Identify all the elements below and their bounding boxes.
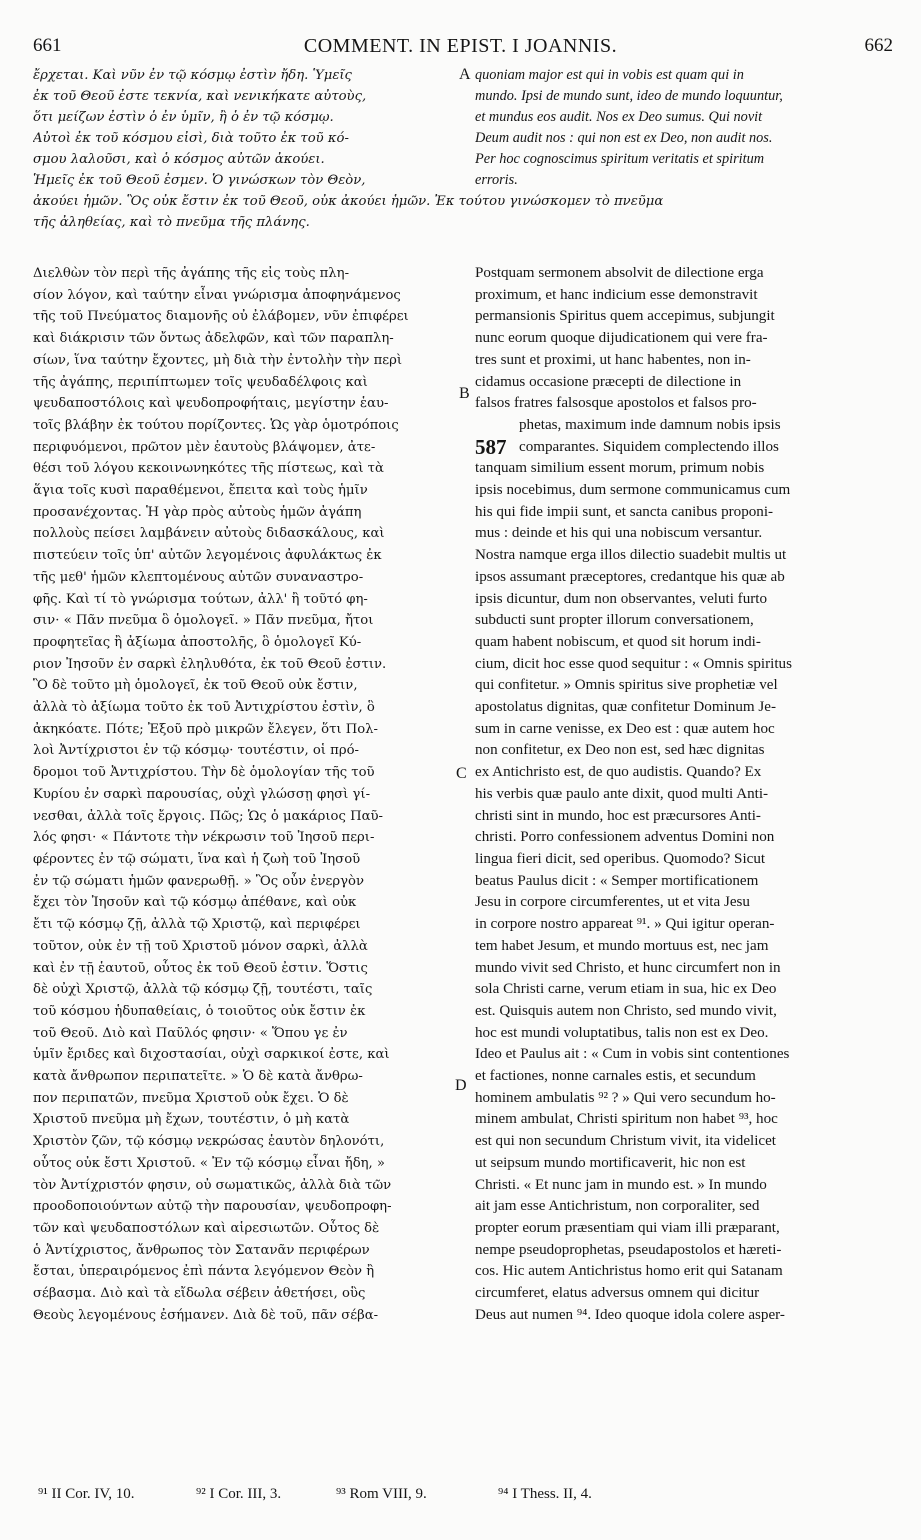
latin-line: Jesu in corpore circumferentes, ut et vita Jesu — [475, 894, 750, 911]
greek-line: φῆς. Καὶ τί τὸ γνώρισμα τούτων, ἀλλ' ἢ τοῦτό φη- — [33, 591, 368, 607]
greek-line: λοὶ Ἀντίχριστοι ἐν τῷ κόσμῳ· τουτέστιν, οἱ πρό- — [33, 743, 359, 759]
greek-line: πον περιπατῶν, πνεῦμα Χριστοῦ οὐκ ἔχει. Ὁ δὲ — [33, 1090, 349, 1106]
latin-line: cium, dicit hoc esse quod sequitur : « Omnis spiritus — [475, 655, 792, 672]
latin-line: sum in carne venisse, ex Deo est : quæ autem hoc — [475, 720, 775, 737]
latin-line: christi sint in mundo, hoc est præcursores Anti- — [475, 807, 761, 824]
greek-line: νεσθαι, ἀλλὰ τοῖς ἔργοις. Πῶς; Ὡς ὁ μακάριος Παῦ- — [33, 808, 383, 824]
latin-line: phetas, maximum inde damnum nobis ipsis — [519, 416, 781, 433]
margin-letter-c: C — [456, 765, 467, 782]
footnote: ⁹⁴ I Thess. II, 4. — [498, 1486, 592, 1502]
greek-line: περιφυόμενοι, πρῶτον μὲν ἑαυτοὺς βλάψομεν, ἀτε- — [33, 439, 376, 455]
footnote: ⁹² I Cor. III, 3. — [196, 1486, 282, 1502]
running-title: COMMENT. IN EPIST. I JOANNIS. — [303, 35, 618, 57]
latin-line: Deus aut numen ⁹⁴. Ideo quoque idola colere asper- — [475, 1306, 785, 1323]
latin-line: cidamus occasione præcepti de dilectione in — [475, 373, 742, 390]
greek-line: Χριστοῦ πνεῦμα μὴ ἔχων, τουτέστιν, ὁ μὴ κατὰ — [33, 1112, 350, 1128]
greek-line: τῆς μεθ' ἡμῶν κλεπτομένους αὐτῶν συναναστρο- — [33, 569, 364, 585]
latin-scripture-line: Per hoc cognoscimus spiritum veritatis et spiritum — [475, 151, 765, 167]
latin-line: circumferet, elatus adversus omnem qui dicitur — [475, 1285, 760, 1302]
latin-line: ipsos assumant præceptores, credantque his quæ ab — [475, 568, 785, 585]
greek-line: οὗτος οὐκ ἔστι Χριστοῦ. « Ἐν τῷ κόσμῳ εἶναι ἤδη, » — [33, 1155, 385, 1171]
greek-scripture-line: ἐκ τοῦ Θεοῦ ἐστε τεκνία, καὶ νενικήκατε αὐτοὺς, — [33, 89, 367, 104]
greek-line: προφητεῖας ἢ ἀξίωμα ἀποστολῆς, ὃ ὁμολογεῖ Κύ- — [33, 634, 362, 650]
footnote: ⁹³ Rom VIII, 9. — [336, 1486, 427, 1502]
latin-line: beatus Paulus dicit : « Semper mortificationem — [475, 872, 759, 889]
greek-scripture-line: ὅτι μείζων ἐστὶν ὁ ἐν ὑμῖν, ἢ ὁ ἐν τῷ κόσμῳ. — [33, 110, 334, 125]
greek-scripture-line: Αὐτοὶ ἐκ τοῦ κόσμου εἰσὶ, διὰ τοῦτο ἐκ τοῦ κό- — [33, 131, 349, 146]
latin-scripture-line: erroris. — [475, 172, 518, 188]
latin-line: Nostra namque erga illos dilectio suadebit multis ut — [475, 547, 787, 564]
greek-line: Κυρίου ἐν σαρκὶ παρουσίας, οὐχὶ γλώσσῃ φησὶ γί- — [33, 786, 371, 802]
margin-letter-a: A — [459, 66, 471, 83]
latin-scripture-line: mundo. Ipsi de mundo sunt, ideo de mundo loquuntur, — [475, 88, 783, 104]
greek-line: καὶ ἐν τῇ ἑαυτοῦ, οὗτος ἐκ τοῦ Θεοῦ ἐστιν. Ὅστις — [33, 960, 368, 976]
latin-scripture-line: Deum audit nos : qui non est ex Deo, non audit nos. — [475, 130, 773, 146]
latin-line: Christi. « Et nunc jam in mundo est. » In mundo — [475, 1176, 767, 1193]
greek-line: Θεοὺς λεγομένους ἐσήμανεν. Διὰ δὲ τοῦ, πᾶν σέβα- — [33, 1307, 379, 1323]
greek-line: κατὰ ἄνθρωπον περιπατεῖτε. » Ὁ δὲ κατὰ ἄνθρω- — [33, 1069, 363, 1085]
greek-line: ἀκηκόατε. Πότε; Ἐξοῦ πρὸ μικρῶν ἔλεγεν, ὅτι Πολ- — [33, 721, 378, 737]
latin-line: tanquam similium essent morum, primum nobis — [475, 460, 765, 477]
greek-line: Ὃ δὲ τοῦτο μὴ ὁμολογεῖ, ἐκ τοῦ Θεοῦ οὐκ ἔστιν, — [33, 678, 358, 694]
greek-scripture-line: Ἡμεῖς ἐκ τοῦ Θεοῦ ἐσμεν. Ὁ γινώσκων τὸν Θεὸν, — [33, 173, 366, 188]
latin-line: permansionis Spiritus quem accepimus, subjungit — [475, 308, 775, 325]
latin-line: falsos fratres falsosque apostolos et falsos pro- — [475, 395, 757, 412]
greek-line: λός φησι· « Πάντοτε τὴν νέκρωσιν τοῦ Ἰησοῦ περι- — [33, 830, 375, 846]
greek-line: Διελθὼν τὸν περὶ τῆς ἀγάπης τῆς εἰς τοὺς πλη- — [33, 266, 350, 281]
latin-line: ut seipsum mundo mortificaverit, hic non est — [475, 1154, 746, 1171]
latin-line: his qui fide impii sunt, et sancta canibus proponi- — [475, 503, 774, 520]
greek-line: ὁ Ἀντίχριστος, ἄνθρωπος τὸν Σατανᾶν περιφέρων — [33, 1242, 370, 1258]
page-number-right: 662 — [864, 35, 893, 56]
latin-line: mundo vivit sed Christo, et hunc circumfert non in — [475, 959, 781, 976]
latin-line: lingua fieri dicit, sed operibus. Quomodo? Sicut — [475, 850, 766, 867]
latin-line: comparantes. Siquidem complectendo illos — [519, 438, 779, 455]
greek-line: τῆς ἀγάπης, περιπίπτωμεν τοῖς ψευδαδέλφοις καὶ — [33, 374, 368, 390]
greek-line: Χριστὸν ζῶν, τῷ κόσμῳ νεκρώσας ἑαυτὸν δηλονότι, — [33, 1134, 385, 1150]
latin-line: hoc est mundi voluptatibus, talis non est ex Deo. — [475, 1024, 769, 1041]
latin-line: non confitetur, ex Deo non est, sed hæc dignitas — [475, 742, 765, 759]
latin-line: tem habet Jesum, et mundo mortuus est, nec jam — [475, 937, 769, 954]
latin-line: sola Christi carne, verum etiam in sua, hic ex Deo — [475, 981, 777, 998]
greek-line: ἔσται, ὑπεραιρόμενος ἐπὶ πάντα λεγόμενον Θεὸν ἢ — [33, 1264, 375, 1280]
greek-line: πιστεύειν τοῖς ὑπ' αὐτῶν λεγομένοις ἀφυλάκτως ἐκ — [33, 548, 382, 564]
greek-line: σίων, ἵνα ταύτην ἔχοντες, μὴ διὰ τὴν ἐντολὴν τὴν περὶ — [33, 352, 403, 368]
latin-line: ait jam esse Antichristum, non corporaliter, sed — [475, 1198, 760, 1215]
greek-line: καὶ διάκρισιν τῶν ὄντως ἀδελφῶν, καὶ τῶν παραπλη- — [33, 331, 394, 347]
greek-scripture-line: τῆς ἀληθείας, καὶ τὸ πνεῦμα τῆς πλάνης. — [33, 215, 310, 230]
latin-line: ipsis nocebimus, dum sermone communicamus cum — [475, 482, 791, 499]
latin-line: proximum, et hanc indicium esse demonstravit — [475, 286, 758, 303]
inline-page-number: 587 — [475, 435, 507, 459]
latin-line: apostolatus dignitas, quæ confitetur Dominum Je- — [475, 699, 776, 716]
greek-line: φέροντες ἐν τῷ σώματι, ἵνα καὶ ἡ ζωὴ τοῦ Ἰησοῦ — [33, 851, 361, 867]
footnotes — [0, 1486, 921, 1508]
latin-line: in corpore nostro appareat ⁹¹. » Qui igitur operan- — [475, 916, 775, 933]
greek-scripture-line: ἔρχεται. Καὶ νῦν ἐν τῷ κόσμῳ ἐστὶν ἤδη. Ὑμεῖς — [33, 68, 352, 83]
latin-line: propter eorum præsentiam qui viam illi præparant, — [475, 1219, 780, 1236]
greek-scripture-line: σμου λαλοῦσι, καὶ ὁ κόσμος αὐτῶν ἀκούει. — [33, 152, 325, 167]
latin-scripture-line: et mundus eos audit. Nos ex Deo sumus. Qui novit — [475, 109, 763, 125]
latin-line: Postquam sermonem absolvit de dilectione erga — [475, 265, 764, 281]
latin-line: est. Quisquis autem non Christo, sed mundo vivit, — [475, 1002, 777, 1019]
greek-line: ριον Ἰησοῦν ἐν σαρκὶ ἐληλυθότα, ἐκ τοῦ Θεοῦ ἐστιν. — [33, 656, 387, 672]
greek-line: ἀλλὰ τὸ ἀξίωμα τοῦτο ἐκ τοῦ Ἀντιχρίστου ἐστὶν, ὃ — [33, 700, 375, 716]
greek-line: τοῖς βλάβην ἐκ τούτου πορίζοντες. Ὡς γὰρ ὁμοτρόποις — [33, 417, 399, 433]
greek-commentary-column — [33, 263, 451, 1326]
latin-commentary-column — [475, 263, 892, 1326]
greek-line: τοῦ κόσμου ἡδυπαθείαις, ὁ τοιοῦτος οὐκ ἔστιν ἐκ — [33, 1003, 366, 1019]
latin-line: mus : deinde et his qui una nobiscum versantur. — [475, 525, 763, 542]
greek-line: σιν· « Πᾶν πνεῦμα ὃ ὁμολογεῖ. » Πᾶν πνεῦμα, ἤτοι — [33, 613, 374, 629]
greek-line: τοῦτον, οὐκ ἐν τῇ τοῦ Χριστοῦ μόνον σαρκὶ, ἀλλὰ — [33, 938, 368, 954]
latin-line: nunc eorum quoque dijudicationem qui vere fra- — [475, 330, 768, 347]
latin-line: minem ambulat, Christi spiritum non habet ⁹³, hoc — [475, 1111, 778, 1128]
latin-line: est qui non secundum Christum vivit, ita videlicet — [475, 1133, 776, 1150]
greek-line: προοδοποιούντων αὐτῷ τὴν παρουσίαν, ψευδοπροφη- — [33, 1199, 392, 1215]
latin-line: qui confitetur. » Omnis spiritus sive prophetiæ vel — [475, 677, 778, 694]
latin-line: ex Antichristo est, de quo audistis. Quando? Ex — [475, 764, 762, 781]
latin-scripture-text — [475, 65, 891, 191]
greek-line: τοῦ Θεοῦ. Διὸ καὶ Παῦλός φησιν· « Ὅπου γε ἐν — [33, 1025, 348, 1041]
greek-line: δὲ οὐχὶ Χριστῷ, ἀλλὰ τῷ κόσμῳ ζῇ, τουτέστι, ταῖς — [33, 982, 373, 998]
greek-line: ψευδαποστόλοις καὶ ψευδοπροφήταις, μεγίστην ἑαυ- — [33, 396, 389, 412]
greek-scripture-line: ἀκούει ἡμῶν. Ὃς οὐκ ἔστιν ἐκ τοῦ Θεοῦ, οὐκ ἀκούει ἡμῶν. Ἐκ τούτου γινώσκομεν τὸ πνεῦμα — [33, 194, 664, 209]
greek-line: ἔχει τὸν Ἰησοῦν καὶ τῷ κόσμῳ ἀπέθανε, καὶ οὐκ — [33, 895, 357, 911]
latin-line: ipsis dicuntur, dum non observantes, veluti furto — [475, 590, 768, 607]
greek-line: δρομοι τοῦ Ἀντιχρίστου. Τὴν δὲ ὁμολογίαν τῆς τοῦ — [33, 765, 375, 781]
latin-line: subducti sunt propter illorum conversationem, — [475, 612, 754, 629]
latin-line: tres sunt et proximi, ut hanc habentes, non in- — [475, 351, 751, 368]
greek-line: σέβασμα. Διὸ καὶ τὰ εἴδωλα σέβειν ἀθετήσει, οὓς — [33, 1286, 366, 1302]
latin-line: quam habent nobiscum, et quod sit horum indi- — [475, 633, 761, 650]
latin-line: hominem ambulatis ⁹² ? » Qui vero secundum ho- — [475, 1089, 776, 1106]
greek-line: ἅγια τοῖς κυσὶ παραθέμενοι, ἔπειτα καὶ τοὺς ἡμῖν — [33, 483, 368, 499]
greek-line: ὑμῖν ἔριδες καὶ διχοστασίαι, οὐχὶ σαρκικοί ἐστε, καὶ — [33, 1047, 390, 1063]
latin-line: nempe pseudoprophetas, pseudapostolos et hæreti- — [475, 1241, 782, 1258]
margin-letter-d: D — [455, 1077, 467, 1094]
latin-line: christi. Porro confessionem adventus Domini non — [475, 829, 775, 846]
greek-line: τῶν καὶ ψευδαποστόλων καὶ αἱρεσιωτῶν. Οὗτος δὲ — [33, 1220, 380, 1236]
margin-letter-b: B — [459, 385, 470, 402]
latin-line: et factiones, nonne carnales estis, et secundum — [475, 1068, 756, 1085]
greek-line: ἐν τῷ σώματι ἡμῶν φανερωθῇ. » Ὃς οὖν ἐνεργὸν — [33, 873, 364, 889]
greek-line: ἔτι τῷ κόσμῳ ζῇ, ἀλλὰ τῷ Χριστῷ, καὶ περιφέρει — [33, 917, 361, 933]
greek-line: προσανέχοντας. Ἡ γὰρ πρὸς αὐτοὺς ἡμῶν ἀγάπη — [33, 504, 362, 520]
latin-line: his verbis quæ paulo ante dixit, quod multi Anti- — [475, 785, 769, 802]
greek-line: θέσι τοῦ λόγου κεκοινωνηκότες τῆς πίστεως, καὶ τὰ — [33, 461, 384, 477]
greek-line: τὸν Ἀντίχριστόν φησιν, οὐ σωματικῶς, ἀλλὰ διὰ τῶν — [33, 1177, 392, 1193]
latin-line: Ideo et Paulus ait : « Cum in vobis sint contentiones — [475, 1046, 790, 1063]
greek-line: τῆς τοῦ Πνεύματος διαμονῆς οὐ ἐλάβομεν, νῦν ἐπιφέρει — [33, 309, 409, 325]
greek-line: σίον λόγον, καὶ ταύτην εἶναι γνώρισμα ἀποφηνάμενος — [33, 287, 401, 303]
page-number-left: 661 — [33, 35, 62, 56]
footnote: ⁹¹ II Cor. IV, 10. — [38, 1486, 135, 1502]
greek-line: πολλοὺς πείσει λαμβάνειν αὐτοὺς διδασκάλους, καὶ — [33, 526, 385, 542]
latin-scripture-line: quoniam major est qui in vobis est quam qui in — [475, 67, 744, 83]
latin-line: cos. Hic autem Antichristus homo erit qui Satanam — [475, 1263, 783, 1280]
